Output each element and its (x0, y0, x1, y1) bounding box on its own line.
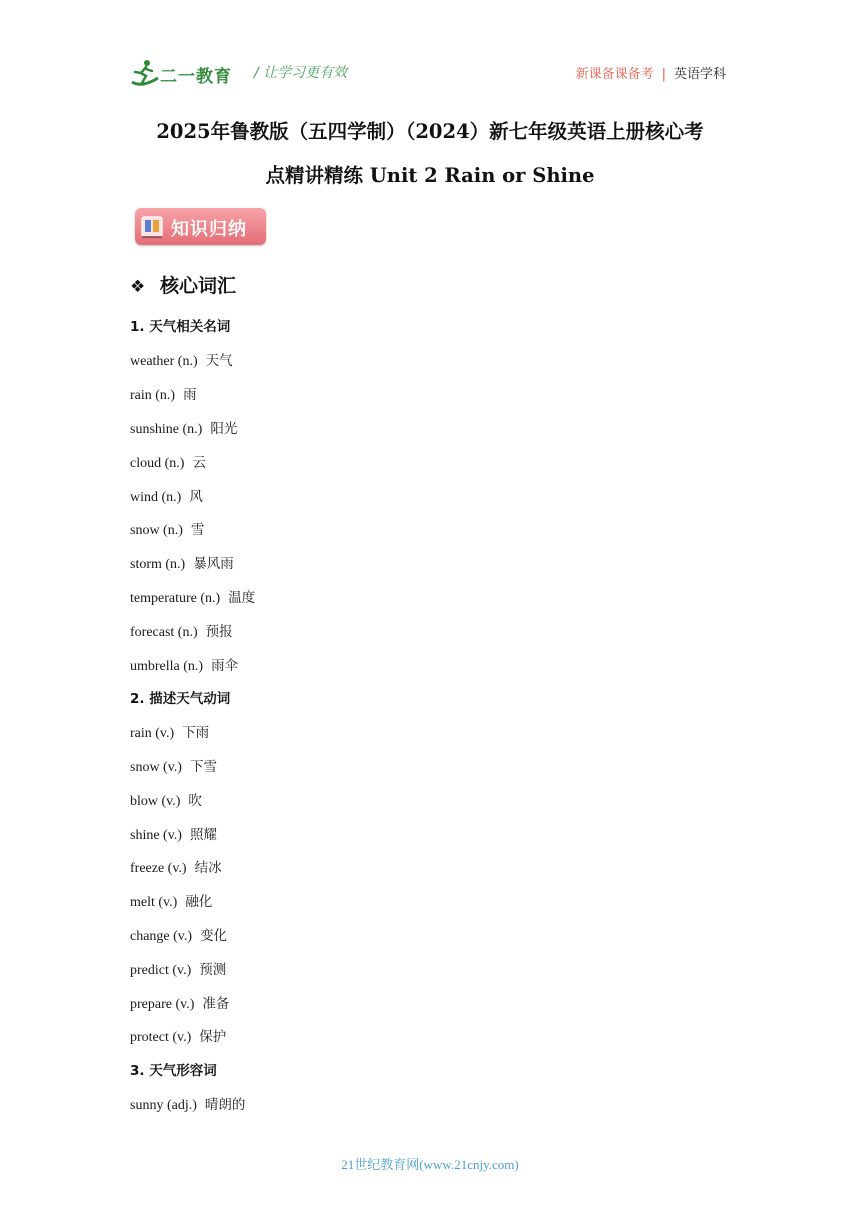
vocab-en: rain (n.) (130, 388, 176, 403)
vocab-item (130, 823, 217, 844)
logo-text: 二一教育 (160, 67, 232, 87)
vocab-item (130, 349, 233, 370)
vocab-cn: 晴朗的 (204, 1097, 246, 1113)
vocab-en: forecast (n.) (130, 625, 198, 640)
vocab-en: sunshine (n.) (130, 422, 203, 437)
header-subject (576, 63, 726, 82)
vocab-en: melt (v.) (130, 895, 178, 910)
vocab-item (130, 620, 233, 641)
vocab-en: freeze (v.) (130, 861, 187, 876)
badge-label: 知识归纳 (171, 219, 247, 240)
vocab-cn: 雨 (183, 387, 197, 403)
vocab-cn: 温度 (228, 590, 256, 606)
category-heading: 2. 描述天气动词 (130, 691, 231, 707)
vocab-en: shine (v.) (130, 828, 182, 843)
vocab-en: temperature (n.) (130, 591, 221, 606)
logo (130, 58, 240, 88)
vocab-cn: 下雨 (182, 725, 210, 741)
section-heading (130, 271, 236, 298)
section-title: 核心词汇 (160, 275, 237, 297)
vocab-cn: 云 (192, 455, 206, 471)
vocab-item (130, 518, 204, 539)
diamond-bullet-icon: ❖ (130, 277, 146, 297)
vocab-cn: 雪 (190, 522, 205, 538)
vocab-en: weather (n.) (130, 354, 198, 369)
vocab-item (130, 586, 255, 607)
vocab-en: cloud (n.) (130, 456, 185, 471)
vocab-cn: 预测 (199, 962, 227, 978)
vocab-item (130, 1093, 245, 1114)
vocab-item (130, 856, 222, 877)
vocab-cn: 风 (189, 489, 203, 505)
vocab-item (130, 992, 229, 1013)
knowledge-summary-badge (135, 208, 266, 245)
vocab-cn: 结冰 (194, 860, 222, 876)
vocab-cn: 变化 (200, 928, 228, 944)
vocab-cn: 照耀 (189, 827, 217, 843)
vocab-en: protect (v.) (130, 1030, 192, 1045)
vocab-en: predict (v.) (130, 963, 192, 978)
vocab-item (130, 958, 226, 979)
vocab-cn: 预报 (205, 624, 233, 640)
vocab-en: change (v.) (130, 929, 193, 944)
vocab-item (130, 924, 227, 945)
vocab-item (130, 890, 212, 911)
book-icon (141, 214, 163, 239)
header-separator: | (661, 67, 666, 82)
vocab-en: umbrella (n.) (130, 659, 204, 674)
category-heading: 1. 天气相关名词 (130, 319, 231, 335)
vocab-cn: 暴风雨 (193, 556, 234, 572)
page-header (130, 56, 730, 90)
header-subject-label: 英语学科 (673, 67, 726, 82)
vocab-item (130, 383, 197, 404)
vocab-cn: 融化 (185, 894, 213, 910)
vocab-en: rain (v.) (130, 726, 175, 741)
vocab-en: storm (n.) (130, 557, 186, 572)
vocab-item (130, 1025, 226, 1046)
vocab-item (130, 451, 206, 472)
vocab-en: snow (n.) (130, 523, 183, 538)
vocab-cn: 天气 (205, 353, 233, 369)
document-title-line1: 2025年鲁教版（五四学制）（2024）新七年级英语上册核心考 (156, 120, 704, 143)
vocab-en: snow (v.) (130, 760, 182, 775)
vocab-item (130, 552, 234, 573)
category-heading: 3. 天气形容词 (130, 1063, 217, 1079)
vocab-item (130, 485, 203, 506)
vocab-cn: 准备 (202, 996, 230, 1012)
vocab-item (130, 417, 237, 438)
vocab-cn: 吹 (188, 793, 202, 809)
runner-logo-icon (130, 58, 160, 88)
vocab-cn: 保护 (199, 1029, 227, 1045)
vocab-en: blow (v.) (130, 794, 181, 809)
vocab-en: sunny (adj.) (130, 1098, 197, 1113)
vocab-item (130, 755, 217, 776)
vocab-item (130, 654, 238, 675)
slogan: / 让学习更有效 (254, 65, 348, 81)
header-course-label: 新课备课备考 (575, 67, 654, 82)
vocab-en: prepare (v.) (130, 997, 195, 1012)
vocab-en: wind (n.) (130, 490, 182, 505)
vocab-cn: 下雪 (189, 759, 217, 775)
document-title-line2: 点精讲精练 Unit 2 Rain or Shine (265, 164, 595, 187)
page-footer: 21世纪教育网(www.21cnjy.com) (341, 1157, 519, 1172)
vocab-cn: 雨伞 (211, 658, 239, 674)
vocab-item (130, 721, 209, 742)
vocab-item (130, 789, 202, 810)
vocab-cn: 阳光 (210, 421, 238, 437)
